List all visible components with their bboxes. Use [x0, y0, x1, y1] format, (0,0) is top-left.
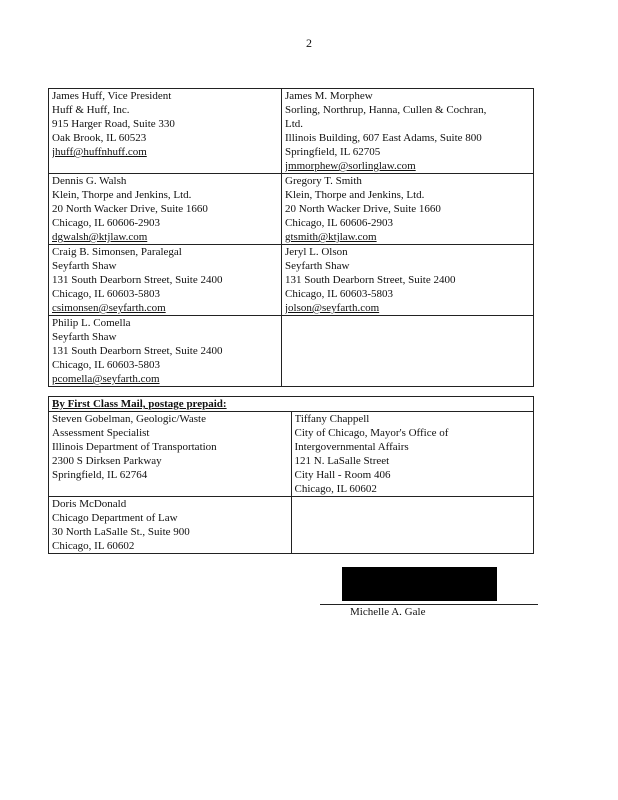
address-line: Assessment Specialist	[52, 427, 150, 439]
address-line: City Hall - Room 406	[294, 469, 391, 481]
address-line: Illinois Building, 607 East Adams, Suite 800	[285, 132, 482, 144]
address-cell	[49, 245, 282, 316]
table-row	[49, 412, 534, 497]
address-line: Intergovernmental Affairs	[294, 441, 409, 453]
address-line: 915 Harger Road, Suite 330	[52, 118, 175, 130]
address-line: James M. Morphew	[285, 90, 373, 102]
address-line: James Huff, Vice President	[52, 90, 172, 102]
email-link[interactable]: jolson@seyfarth.com	[285, 302, 380, 314]
address-line: Chicago Department of Law	[52, 512, 178, 524]
address-line: 121 N. LaSalle Street	[294, 455, 390, 467]
address-cell	[282, 89, 534, 174]
email-link[interactable]: jmmorphew@sorlinglaw.com	[285, 160, 416, 172]
address-line: Chicago, IL 60606-2903	[52, 217, 161, 229]
address-line: Ltd.	[285, 118, 304, 130]
email-link[interactable]: csimonsen@seyfarth.com	[52, 302, 166, 314]
address-line: 20 North Wacker Drive, Suite 1660	[52, 203, 208, 215]
address-line: Chicago, IL 60603-5803	[285, 288, 394, 300]
table-row	[49, 316, 534, 387]
mail-service-table	[48, 396, 534, 554]
address-line: Dennis G. Walsh	[52, 175, 127, 187]
address-line: Chicago, IL 60602	[294, 483, 377, 495]
mail-header-cell	[49, 397, 534, 412]
address-line: Huff & Huff, Inc.	[52, 104, 130, 116]
address-line: Seyfarth Shaw	[52, 331, 117, 343]
signer-name: Michelle A. Gale	[350, 606, 426, 618]
address-line: Illinois Department of Transportation	[52, 441, 217, 453]
address-line: 131 South Dearborn Street, Suite 2400	[52, 345, 223, 357]
address-cell	[282, 174, 534, 245]
address-line: Doris McDonald	[52, 498, 127, 510]
address-line: City of Chicago, Mayor's Office of	[294, 427, 449, 439]
address-line: Steven Gobelman, Geologic/Waste	[52, 413, 206, 425]
address-cell	[291, 412, 534, 497]
address-line: Chicago, IL 60606-2903	[285, 217, 394, 229]
email-link[interactable]: pcomella@seyfarth.com	[52, 373, 160, 385]
address-line: 20 North Wacker Drive, Suite 1660	[285, 203, 441, 215]
table-header-row	[49, 397, 534, 412]
table-row	[49, 497, 534, 554]
address-line: Klein, Thorpe and Jenkins, Ltd.	[285, 189, 425, 201]
redacted-signature	[342, 567, 497, 601]
address-line: Jeryl L. Olson	[285, 246, 348, 258]
address-line: Chicago, IL 60603-5803	[52, 288, 161, 300]
address-cell	[49, 497, 292, 554]
mail-header: By First Class Mail, postage prepaid:	[52, 398, 227, 410]
address-line: 131 South Dearborn Street, Suite 2400	[285, 274, 456, 286]
address-line: Chicago, IL 60602	[52, 540, 135, 552]
signature-line	[320, 604, 538, 605]
address-line: Craig B. Simonsen, Paralegal	[52, 246, 182, 258]
address-line: 2300 S Dirksen Parkway	[52, 455, 162, 467]
email-link[interactable]: jhuff@huffnhuff.com	[52, 146, 147, 158]
address-cell	[49, 412, 292, 497]
address-line: Seyfarth Shaw	[285, 260, 350, 272]
page-number: 2	[306, 36, 312, 50]
address-cell	[282, 316, 534, 387]
address-cell	[49, 174, 282, 245]
table-row	[49, 245, 534, 316]
address-cell	[291, 497, 534, 554]
table-row	[49, 89, 534, 174]
email-link[interactable]: gtsmith@ktjlaw.com	[285, 231, 377, 243]
address-cell	[49, 89, 282, 174]
address-line: Oak Brook, IL 60523	[52, 132, 147, 144]
address-line: Philip L. Comella	[52, 317, 131, 329]
address-line: Sorling, Northrup, Hanna, Cullen & Cochran,	[285, 104, 487, 116]
address-line: Springfield, IL 62764	[52, 469, 148, 481]
address-cell	[282, 245, 534, 316]
email-link[interactable]: dgwalsh@ktjlaw.com	[52, 231, 148, 243]
address-line: Gregory T. Smith	[285, 175, 362, 187]
address-line: 30 North LaSalle St., Suite 900	[52, 526, 190, 538]
address-line: Seyfarth Shaw	[52, 260, 117, 272]
address-line: Springfield, IL 62705	[285, 146, 381, 158]
email-service-table	[48, 88, 534, 387]
table-row	[49, 174, 534, 245]
address-line: Tiffany Chappell	[294, 413, 370, 425]
address-line: 131 South Dearborn Street, Suite 2400	[52, 274, 223, 286]
address-line: Klein, Thorpe and Jenkins, Ltd.	[52, 189, 192, 201]
address-line: Chicago, IL 60603-5803	[52, 359, 161, 371]
address-cell	[49, 316, 282, 387]
